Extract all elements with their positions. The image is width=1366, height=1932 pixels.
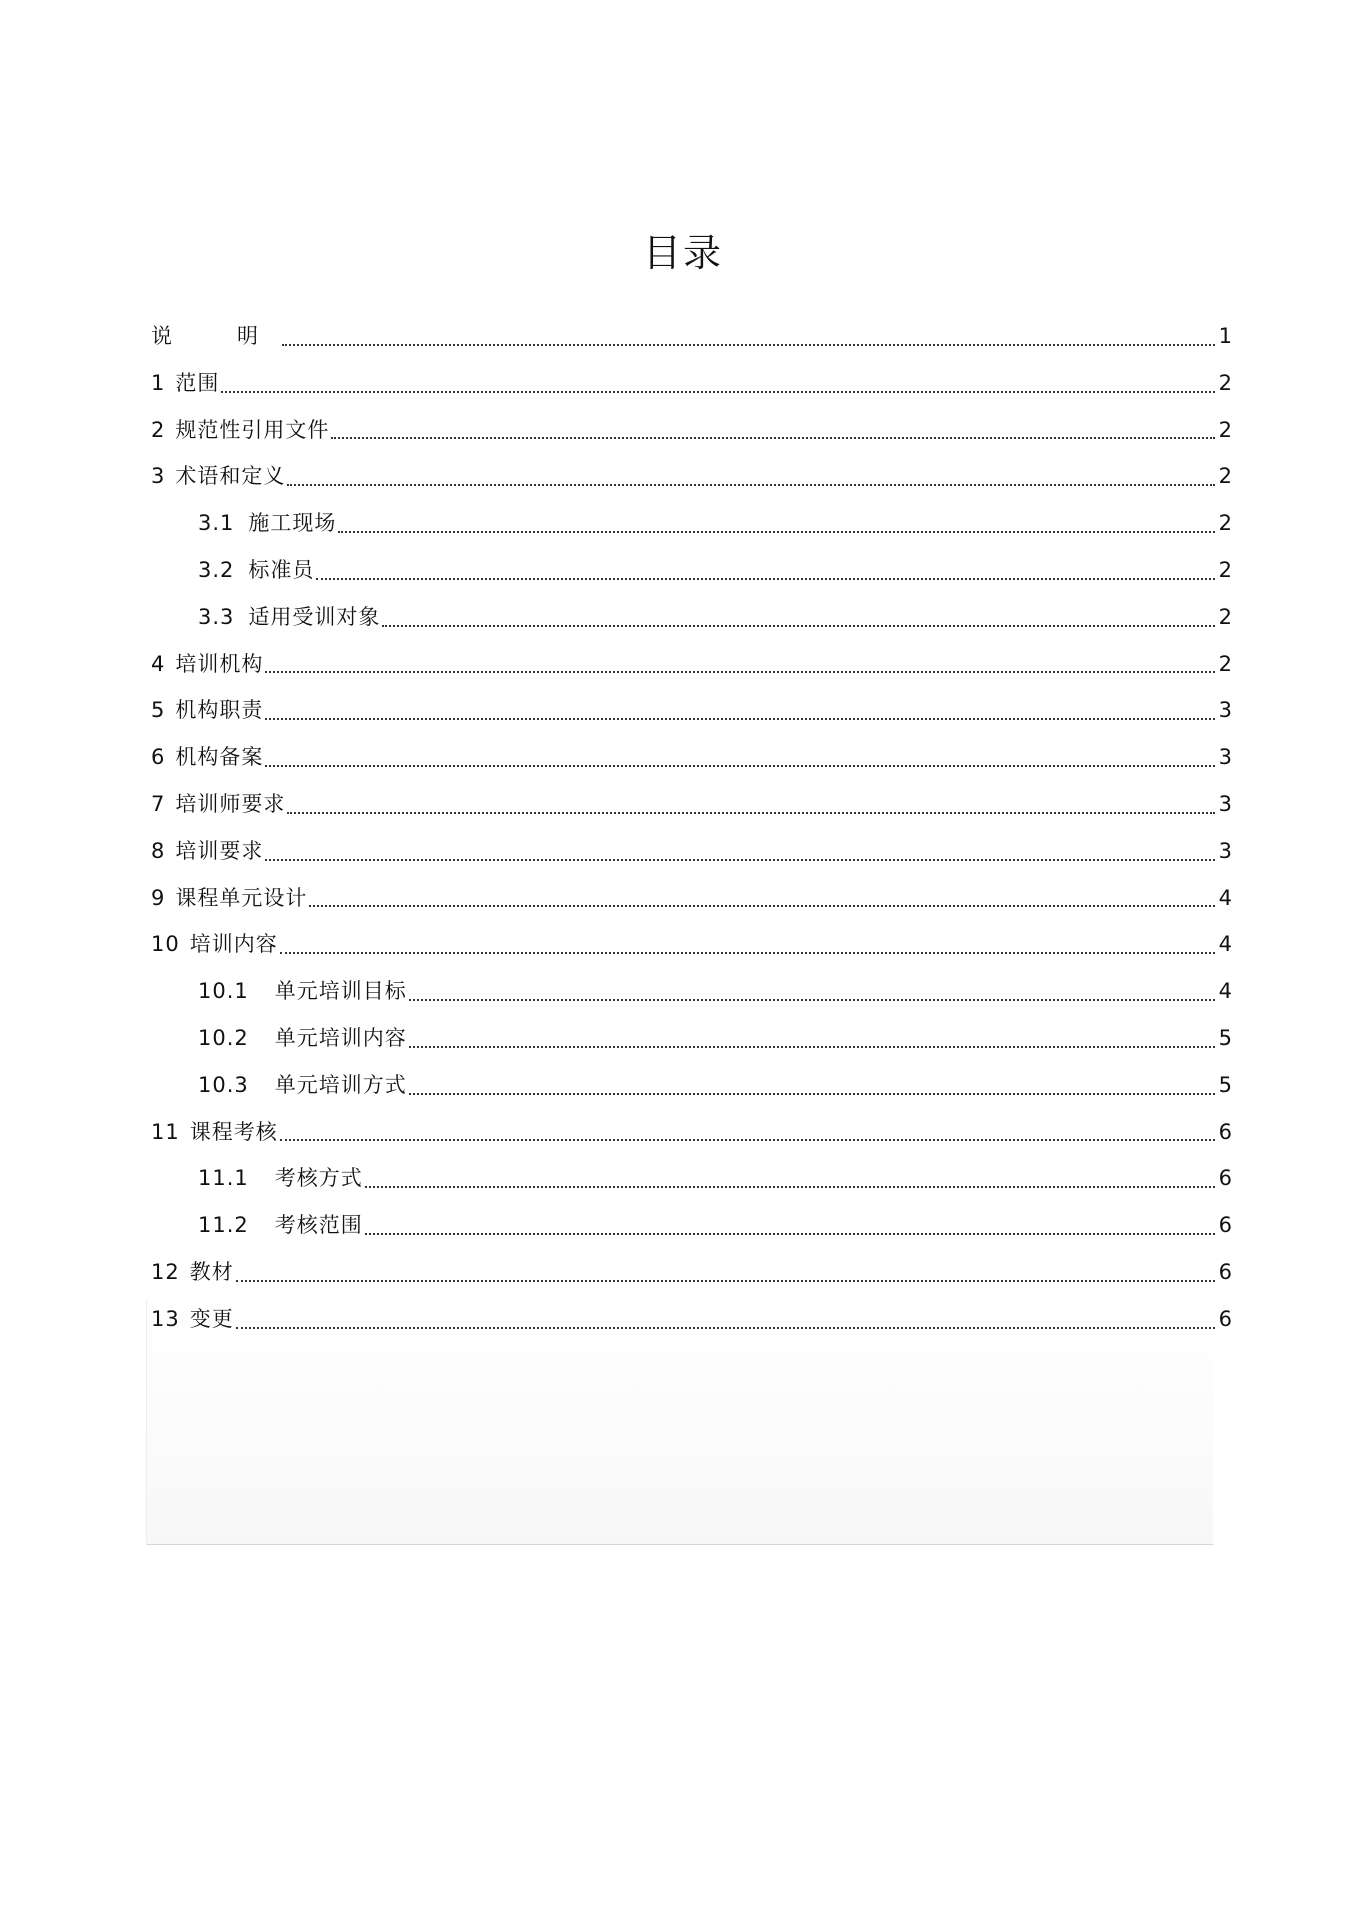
toc-entry-3-2[interactable]: [151, 547, 1232, 594]
toc-entry-label: 单元培训方式: [274, 1072, 407, 1097]
toc-entry-number: 3: [151, 464, 166, 489]
toc-entry-number: 10: [151, 932, 180, 957]
toc-entry-number: 3.3: [198, 604, 235, 629]
toc-entry-page: 2: [1218, 464, 1232, 489]
toc-dot-leader: [280, 951, 1215, 954]
toc-entry-11[interactable]: [151, 1109, 1232, 1156]
toc-entry-page: 2: [1218, 651, 1232, 676]
toc-entry-number: 11.1: [198, 1166, 249, 1191]
toc-entry-13[interactable]: [151, 1296, 1232, 1343]
toc-entry-page: 1: [1218, 324, 1232, 348]
toc-entry-label: 说 明: [151, 324, 280, 348]
toc-entry-4[interactable]: [151, 641, 1232, 688]
toc-entry-5[interactable]: [151, 687, 1232, 734]
toc-dot-leader: [316, 577, 1215, 580]
toc-entry-label: 培训师要求: [175, 791, 286, 816]
toc-entry-number: 6: [151, 745, 166, 770]
toc-entry-2[interactable]: [151, 407, 1232, 454]
toc-entry-page: 2: [1218, 417, 1232, 442]
toc-entry-10[interactable]: [151, 921, 1232, 968]
toc-entry-label: 培训机构: [175, 651, 264, 676]
toc-entry-number: 13: [151, 1306, 180, 1331]
toc-entry-10-2[interactable]: [151, 1015, 1232, 1062]
toc-dot-leader: [287, 811, 1215, 814]
toc-entry-11-1[interactable]: [151, 1155, 1232, 1202]
toc-entry-8[interactable]: [151, 828, 1232, 875]
toc-entry-page: 6: [1218, 1259, 1232, 1284]
toc-entry-10-3[interactable]: [151, 1062, 1232, 1109]
toc-entry-number: 3.2: [198, 557, 235, 582]
toc-entry-page: 2: [1218, 604, 1232, 629]
toc-entry-label: 标准员: [248, 557, 315, 582]
toc-entry-page: 5: [1218, 1025, 1232, 1050]
toc-entry-number: 10.3: [198, 1072, 249, 1097]
toc-dot-leader: [265, 858, 1215, 861]
toc-entry-3[interactable]: [151, 453, 1232, 500]
toc-dot-leader: [236, 1326, 1215, 1329]
toc-entry-number: 11.2: [198, 1213, 249, 1238]
toc-entry-number: 10.1: [198, 979, 249, 1004]
toc-entry-number: 10.2: [198, 1025, 249, 1050]
toc-entry-page: 2: [1218, 557, 1232, 582]
toc-dot-leader: [282, 343, 1215, 346]
toc-entry-3-3[interactable]: [151, 594, 1232, 641]
toc-entry-page: 6: [1218, 1119, 1232, 1144]
toc-dot-leader: [309, 904, 1215, 907]
toc-entry-page: 3: [1218, 791, 1232, 816]
toc-entry-page: 2: [1218, 511, 1232, 536]
toc-dot-leader: [409, 1092, 1215, 1095]
toc-dot-leader: [265, 764, 1215, 767]
toc-entry-page: 4: [1218, 885, 1232, 910]
toc-dot-leader: [365, 1232, 1215, 1235]
toc-entry-label: 考核方式: [274, 1166, 363, 1191]
toc-entry-label: 机构备案: [175, 745, 264, 770]
toc-dot-leader: [365, 1185, 1215, 1188]
toc-entry-label: 培训要求: [175, 838, 264, 863]
toc-entry-label: 规范性引用文件: [175, 417, 330, 442]
toc-entry-label: 教材: [189, 1259, 234, 1284]
toc-entry-7[interactable]: [151, 781, 1232, 828]
toc-entry-page: 6: [1218, 1213, 1232, 1238]
toc-entry-6[interactable]: [151, 734, 1232, 781]
toc-entry-label: 变更: [189, 1306, 234, 1331]
toc-entry-page: 4: [1218, 932, 1232, 957]
toc-entry-label: 培训内容: [189, 932, 278, 957]
toc-entry-page: 3: [1218, 745, 1232, 770]
toc-entry-3-1[interactable]: [151, 500, 1232, 547]
toc-entry-label: 术语和定义: [175, 464, 286, 489]
toc-entry-page: 4: [1218, 979, 1232, 1004]
toc-entry-label: 课程单元设计: [175, 885, 308, 910]
toc-dot-leader: [409, 1045, 1215, 1048]
toc-entry-number: 8: [151, 838, 166, 863]
toc-entry-label: 施工现场: [248, 511, 337, 536]
toc-entry-label: 课程考核: [189, 1119, 278, 1144]
toc-dot-leader: [236, 1279, 1215, 1282]
toc-entry-number: 1: [151, 370, 166, 395]
toc-entry-number: 3.1: [198, 511, 235, 536]
toc-entry-number: 9: [151, 885, 166, 910]
toc-dot-leader: [265, 717, 1215, 720]
toc-entry-12[interactable]: [151, 1249, 1232, 1296]
toc-entry-page: 6: [1218, 1306, 1232, 1331]
toc-title: 目录: [642, 231, 723, 275]
toc-entry-preface[interactable]: [151, 313, 1232, 360]
toc-entry-number: 7: [151, 791, 166, 816]
toc-entry-label: 范围: [175, 370, 220, 395]
toc-dot-leader: [382, 624, 1215, 627]
toc-entry-label: 单元培训目标: [274, 979, 407, 1004]
toc-dot-leader: [338, 530, 1215, 533]
toc-entry-10-1[interactable]: [151, 968, 1232, 1015]
toc-dot-leader: [409, 998, 1215, 1001]
toc-dot-leader: [287, 483, 1215, 486]
toc-entry-page: 3: [1218, 698, 1232, 723]
toc-entry-1[interactable]: [151, 360, 1232, 407]
toc-entry-label: 考核范围: [274, 1213, 363, 1238]
toc-dot-leader: [221, 390, 1215, 393]
toc-entry-label: 机构职责: [175, 698, 264, 723]
toc-entry-number: 12: [151, 1259, 180, 1284]
toc-entry-number: 2: [151, 417, 166, 442]
toc-entry-number: 5: [151, 698, 166, 723]
toc-entry-11-2[interactable]: [151, 1202, 1232, 1249]
toc-entry-label: 单元培训内容: [274, 1025, 407, 1050]
table-of-contents: [151, 313, 1232, 1343]
toc-entry-number: 11: [151, 1119, 180, 1144]
toc-dot-leader: [331, 436, 1215, 439]
toc-entry-page: 5: [1218, 1072, 1232, 1097]
toc-entry-page: 6: [1218, 1166, 1232, 1191]
toc-entry-label: 适用受训对象: [248, 604, 381, 629]
toc-entry-page: 3: [1218, 838, 1232, 863]
toc-dot-leader: [280, 1138, 1215, 1141]
toc-entry-9[interactable]: [151, 875, 1232, 922]
toc-entry-number: 4: [151, 651, 166, 676]
toc-entry-page: 2: [1218, 370, 1232, 395]
toc-dot-leader: [265, 670, 1215, 673]
